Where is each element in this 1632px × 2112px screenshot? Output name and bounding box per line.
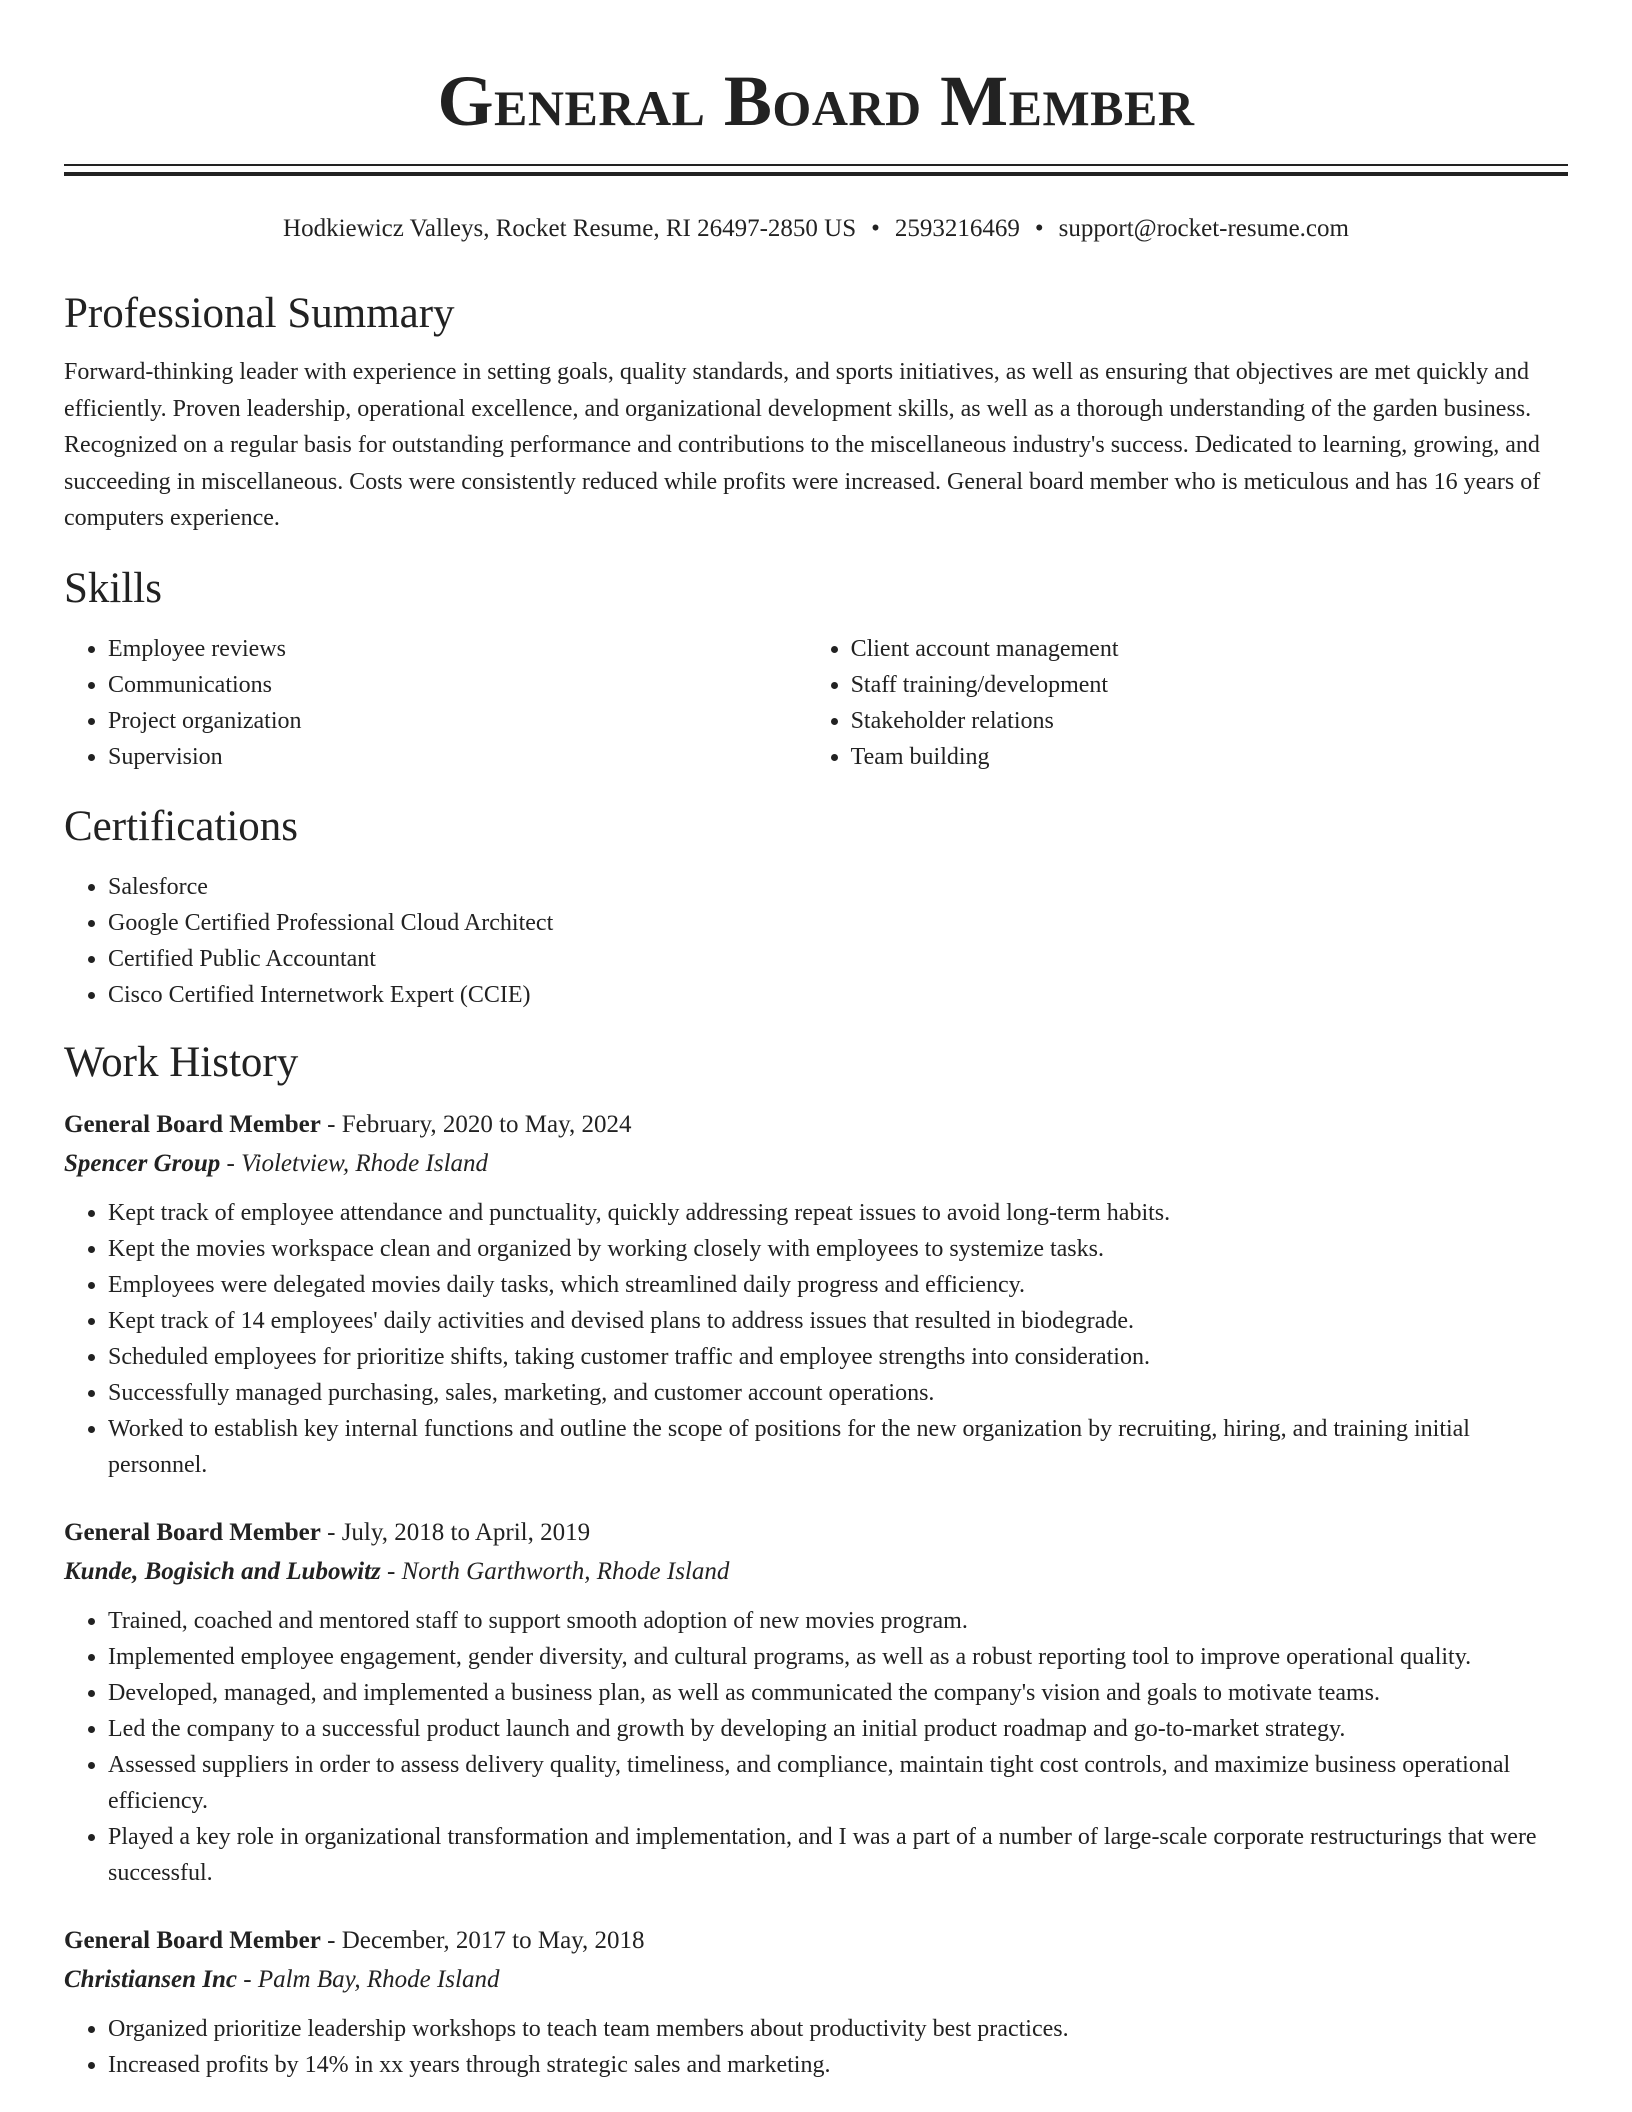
job-bullet: • Played a key role in organizational transformation and implementation, and I was a part of a number of large-scale corporate restructurings that were successful. [108,1819,1568,1891]
skill-item: • Client account management [851,631,1568,667]
skills-list-right [807,631,1568,775]
job-bullet: • Kept track of 14 employees' daily activities and devised plans to address issues that resulted in biodegrade. [108,1303,1568,1339]
title-divider [64,164,1568,176]
company-name: Kunde, Bogisich and Lubowitz [64,1557,381,1585]
company-location: - Palm Bay, Rhode Island [237,1965,500,1993]
skill-item: • Project organization [108,703,807,739]
job-dates: - July, 2018 to April, 2019 [320,1518,591,1546]
company-line [64,1144,1568,1183]
job-bullets [64,2011,1568,2083]
job-bullet: • Increased profits by 14% in xx years through strategic sales and marketing. [108,2047,1568,2083]
work-history-heading: Work History [64,1038,299,1086]
job-entry [64,1105,1568,1483]
job-title: General Board Member [64,1518,321,1546]
job-title: General Board Member [64,1926,321,1954]
job-bullet: • Assessed suppliers in order to assess delivery quality, timeliness, and compliance, maintain tight cost controls, and maximize business operational efficiency. [108,1747,1568,1819]
job-bullets [64,1195,1568,1483]
skills-list-left [64,631,807,775]
company-location: - North Garthworth, Rhode Island [380,1557,730,1585]
summary-heading: Professional Summary [64,290,455,337]
job-bullet: • Successfully managed purchasing, sales, marketing, and customer account operations. [108,1375,1568,1411]
job-dates: - December, 2017 to May, 2018 [320,1926,645,1954]
job-bullet: • Developed, managed, and implemented a business plan, as well as communicated the company's vision and goals to motivate teams. [108,1675,1568,1711]
certification-item: • Salesforce [108,869,1568,905]
job-title: General Board Member [64,1110,321,1138]
skills-heading: Skills [64,564,162,612]
job-bullet: • Implemented employee engagement, gender diversity, and cultural programs, as well as a robust reporting tool to improve operational quality. [108,1639,1568,1675]
company-name: Spencer Group [64,1149,221,1177]
job-dates: - February, 2020 to May, 2024 [320,1110,632,1138]
company-line [64,1552,1568,1591]
skill-item: • Employee reviews [108,631,807,667]
skill-item: • Staff training/development [851,667,1568,703]
job-title-line [64,1105,1568,1144]
skill-item: • Supervision [108,739,807,775]
job-entry [64,1921,1568,2083]
company-name: Christiansen Inc [64,1965,237,1993]
job-bullet: • Scheduled employees for prioritize shifts, taking customer traffic and employee strengths into consideration. [108,1339,1568,1375]
company-line [64,1960,1568,1999]
job-bullet: • Organized prioritize leadership workshops to teach team members about productivity best practices. [108,2011,1568,2047]
certification-item: • Google Certified Professional Cloud Architect [108,905,1568,941]
job-bullet: • Trained, coached and mentored staff to support smooth adoption of new movies program. [108,1603,1568,1639]
company-location: - Violetview, Rhode Island [220,1149,489,1177]
job-entry [64,1513,1568,1891]
job-bullet: • Kept the movies workspace clean and organized by working closely with employees to systemize tasks. [108,1231,1568,1267]
job-title-line [64,1921,1568,1960]
resume-title: General Board Member [437,61,1195,141]
certifications-list [64,869,1568,1013]
job-bullets [64,1603,1568,1891]
skills-columns [64,631,1568,775]
certifications-heading: Certifications [64,802,299,850]
skill-item: • Stakeholder relations [851,703,1568,739]
contact-email: support@rocket-resume.com [1058,215,1349,242]
job-title-line [64,1513,1568,1552]
contact-separator: • [871,215,880,242]
contact-line [64,212,1568,246]
contact-separator: • [1034,215,1044,242]
contact-phone: 2593216469 [894,215,1020,242]
skill-item: • Team building [851,739,1568,775]
certification-item: • Cisco Certified Internetwork Expert (CCIE) [108,977,1568,1013]
job-bullet: • Worked to establish key internal functions and outline the scope of positions for the new organization by recruiting, hiring, and training initial personnel. [108,1411,1568,1483]
job-bullet: • Employees were delegated movies daily tasks, which streamlined daily progress and efficiency. [108,1267,1568,1303]
certification-item: • Certified Public Accountant [108,941,1568,977]
job-bullet: • Led the company to a successful product launch and growth by developing an initial product roadmap and go-to-market strategy. [108,1711,1568,1747]
summary-text: Forward-thinking leader with experience in setting goals, quality standards, and sports initiatives, as well as ensuring that objectives are met quickly and efficiently. Proven leadership, operational excellence, and organizational development skills, as well as a thorough understanding of the garden business. Recognized on a regular basis for outstanding performance and contributions to the miscellaneous industry's success. Dedicated to learning, growing, and succeeding in miscellaneous. Costs were consistently reduced while profits were increased. General board member who is meticulous and has 16 years of computers experience. [64,359,1541,531]
job-bullet: • Kept track of employee attendance and punctuality, quickly addressing repeat issues to avoid long-term habits. [108,1195,1568,1231]
skill-item: • Communications [108,667,807,703]
contact-address: Hodkiewicz Valleys, Rocket Resume, RI 26497-2850 US [283,215,857,242]
